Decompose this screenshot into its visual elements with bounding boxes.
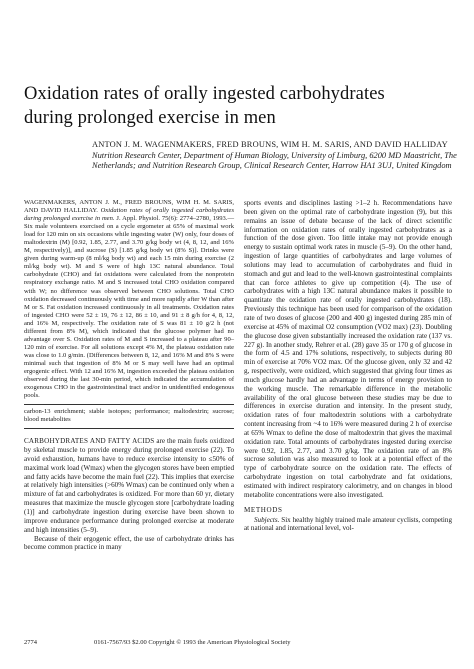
left-column bbox=[24, 199, 234, 552]
article-title bbox=[24, 82, 454, 130]
author-names: ANTON J. M. WAGENMAKERS, FRED BROUNS, WIM H. M. SARIS, AND DAVID HALLIDAY bbox=[92, 140, 448, 149]
abstract bbox=[24, 199, 234, 400]
keywords-bottom-rule bbox=[24, 428, 234, 429]
right-column bbox=[244, 199, 452, 533]
methods-subjects-text: Six healthy highly trained male amateur cyclists, competing at national and international level, vol- bbox=[244, 515, 452, 533]
intro-continuation: sports events and disciplines lasting >1–2 h. Recommendations have been given on the optimal rate of carbohydrate ingestion (9), but this remains an issue of debate because of the lack of direct scientific information on oxidation rates of orally ingested carbohydrates as a function of the dose given. Too little intake may not provide enough energy to sustain optimal work rates in muscle (5–9). On the other hand, ingestion of large quantities of carbohydrates and large volumes of solutions may lead to accumulation of carbohydrates and fluid in stomach and gut and lead to the well-known gastrointestinal complaints that can force athletes to give up competition (4). The use of carbohydrates with a high 13C natural abundance makes it possible to quantitate the oxidation rate of orally ingested carbohydrates (18). Previously this technique has been used for comparison of the oxidation rate of two doses of glucose (200 and 400 g) ingested during 285 min of exercise at 45% of maximal O2 consumption (VO2 max) (23). Doubling the glucose dose given substantially increased the oxidation rate (137 vs. 227 g). In another study, Rehrer et al. (28) gave 35 or 170 g of glucose in the form of 4.5 and 17% solutions, respectively, to subjects during 80 min of exercise at 70% VO2 max. Of the glucose given, only 32 and 42 g, respectively, were oxidized, which suggested that giving four times as much glucose hardly had an advantage in terms of energy provision to the working muscle. The remarkable difference in the metabolic availability of the oral glucose between these studies may be due to differences in exercise duration and intensity. In the present study, oxidation rates of four maltodextrin solutions with a carbohydrate content increasing from ~4 to 16% were measured during 2 h of exercise at 65% Wmax to define the dose of maltodextrin that gives the maximal oxidation rate. Total amounts of carbohydrates ingested during exercise were 0.92, 1.85, 2.77, and 3.70 g/kg. The oxidation rate of an 8% sucrose solution was also measured to look at a potential effect of the type of carbohydrate source on the oxidation rate. The effects of carbohydrate ingestion on total carbohydrate and fat oxidations, estimated with indirect respiratory calorimetry, and on changes in blood metabolite concentrations were also investigated. bbox=[244, 199, 452, 499]
title-line-2: during prolonged exercise in men bbox=[24, 108, 276, 128]
methods-heading: METHODS bbox=[244, 505, 283, 514]
title-line-1: Oxidation rates of orally ingested carbohydrates bbox=[24, 84, 385, 104]
author-affiliation: Nutrition Research Center, Department of Human Biology, University of Limburg, 6200 MD Maastricht, The Netherlands; and Nutrition Research Group, Clinical Research Center, Harrow HA1 3UJ, United Kingdom bbox=[92, 150, 457, 171]
abstract-citation-authors: WAGENMAKERS, ANTON J. M., FRED BROUNS, WIM H. M. SARIS, AND DAVID HALLIDAY. bbox=[24, 199, 234, 215]
intro-paragraph-1-text: are the main fuels oxidized by skeletal muscle to provide energy during prolonged exercise (22). To avoid exhaustion, humans have to reduce exercise intensity to ≤50% of maximal work load (Wmax) when the glycogen stores have been emptied and fatty acids have become the main fuel (22). This implies that exercise at relatively high intensities (>60% Wmax) can be continued only when a mixture of fat and carbohydrates is oxidized. For more than 60 yr, dietary measures that maximize the muscle glycogen store [carbohydrate loading (1)] and carbohydrate ingestion during exercise have been shown to improve endurance performance during prolonged exercise at moderate and high intensities (5–9). bbox=[24, 437, 234, 534]
page-number: 2774 bbox=[24, 639, 37, 646]
introduction bbox=[24, 437, 234, 552]
copyright-line: 0161-7567/93 $2.00 Copyright © 1993 the American Physiological Society bbox=[94, 639, 291, 646]
intro-paragraph-2: Because of their ergogenic effect, the use of carbohydrate drinks has become common practice in many bbox=[24, 534, 234, 552]
methods-paragraph bbox=[244, 516, 452, 534]
abstract-citation-title: Oxidation rates of orally ingested carbohydrates during prolonged exercise in men. bbox=[24, 207, 235, 223]
keywords-top-rule bbox=[24, 404, 234, 405]
methods-subjects-lead: Subjects. bbox=[254, 515, 280, 524]
intro-lead: CARBOHYDRATES AND FATTY ACIDS bbox=[24, 437, 155, 446]
keywords: carbon-13 enrichment; stable isotopes; performance; maltodextrin; sucrose; blood metabolites bbox=[24, 408, 234, 424]
intro-paragraph-1 bbox=[24, 437, 234, 534]
abstract-body: —Six male volunteers exercised on a cycle ergometer at 65% of maximal work load for 120 min on six occasions while ingesting water (W) only, four doses of maltodextrin (M) [0.92, 1.85, 2.77, and 3.70 g/kg body wt (4, 8, 12, and 16% M, respectively)], and sucrose (S) [1.85 g/kg body wt (8% S)]. Drinks were given during warm-up (8 ml/kg body wt) and each 15 min during exercise (2 ml/kg body wt). M and S were of high 13C natural abundance. Total carbohydrate (CHO) and fat oxidations were calculated from the nonprotein respiratory exchange ratio. M and S increased total CHO oxidation compared with W; no difference was observed between CHO solutions. Total CHO oxidation decreased continuously with time and more rapidly after W than after M or S. Fat oxidation increased continuously in all treatments. Oxidation rates of ingested CHO were 52 ± 19, 76 ± 12, 86 ± 10, and 91 ± 8 g/h for 4, 8, 12, and 16% M, respectively. The oxidation rate of S was 81 ± 10 g/2 h (not different from 8% M), which indicated that the glucose polymer had no advantage over S. Oxidation rates of M and S increased to a plateau after 90–120 min of exercise. For all solutions except 4% M, the plateau oxidation rate was close to 1.0 g/min. (Differences between 8, 12, and 16% M and 8% S were minimal such that ingestion of 8% M or S may well have had an optimal ergogenic effect. With 12 and 16% M, ingestion exceeded the plateau oxidation observed during the last 30-min period, which indicated the accumulation of exogenous CHO in the gastrointestinal tract and/or in unidentified endogenous pools. bbox=[24, 215, 235, 400]
author-block bbox=[92, 140, 462, 172]
abstract-citation-journal: J. Appl. Physiol. 75(6): 2774–2780, 1993. bbox=[116, 215, 228, 223]
